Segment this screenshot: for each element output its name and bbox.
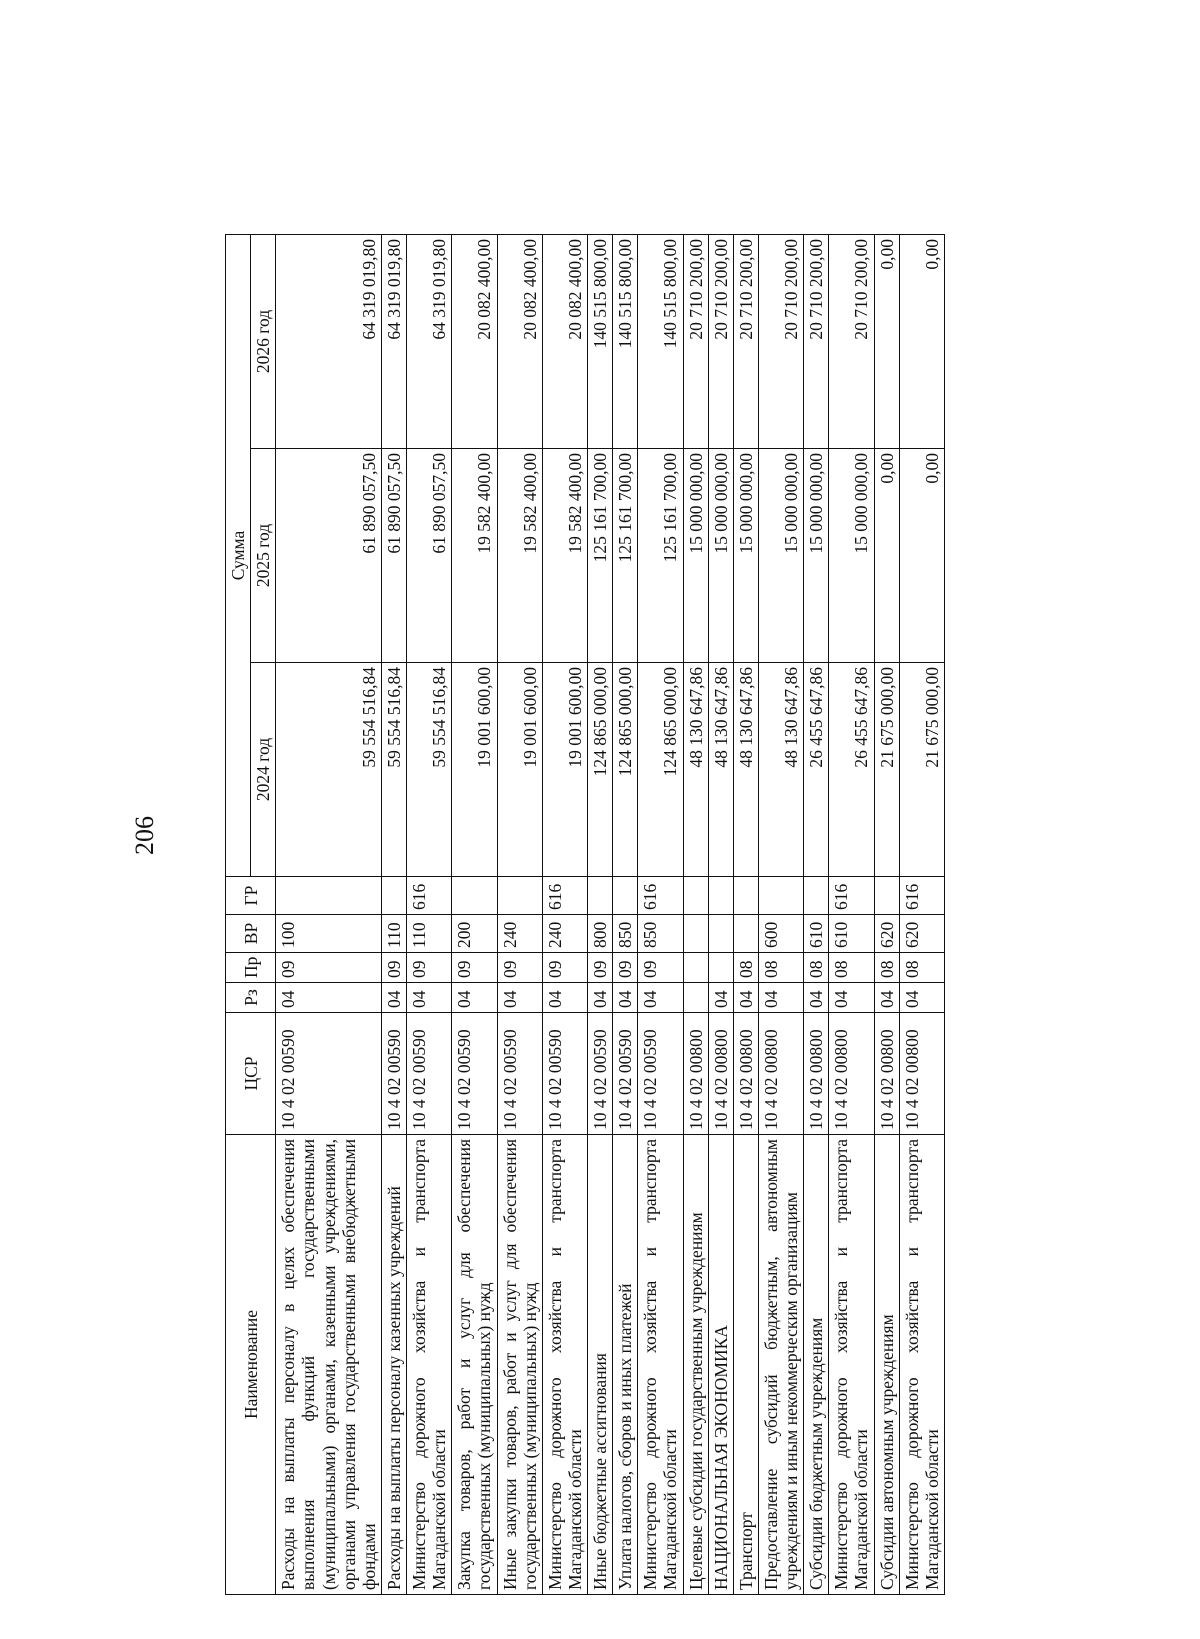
- cell-2025: 61 890 057,50: [276, 449, 382, 663]
- cell-vr: 620: [899, 915, 944, 953]
- cell-pr: 08: [804, 953, 829, 983]
- cell-2026: 20 082 400,00: [542, 234, 587, 448]
- cell-gr: [733, 877, 758, 915]
- cell-pr: 09: [276, 953, 382, 983]
- cell-vr: 240: [497, 915, 542, 953]
- cell-gr: [708, 877, 733, 915]
- cell-2025: 15 000 000,00: [708, 449, 733, 663]
- cell-2024: 124 865 000,00: [588, 663, 613, 877]
- cell-2025: 19 582 400,00: [542, 449, 587, 663]
- cell-pr: 09: [497, 953, 542, 983]
- cell-2024: 124 865 000,00: [638, 663, 683, 877]
- cell-name: Иные бюджетные ассигнования: [588, 1135, 613, 1595]
- cell-name: Уплата налогов, сборов и иных платежей: [613, 1135, 638, 1595]
- cell-gr: [588, 877, 613, 915]
- cell-pr: 08: [758, 953, 803, 983]
- cell-csr: 10 4 02 00590: [381, 1013, 406, 1135]
- cell-vr: 100: [276, 915, 382, 953]
- table-row: [683, 234, 708, 1594]
- cell-vr: 610: [829, 915, 874, 953]
- cell-2026: 140 515 800,00: [588, 234, 613, 448]
- cell-rz: 04: [613, 983, 638, 1013]
- cell-name: Расходы на выплаты персоналу казенных учреждений: [381, 1135, 406, 1595]
- cell-pr: 09: [407, 953, 452, 983]
- cell-gr: 616: [407, 877, 452, 915]
- table-row: [829, 234, 874, 1594]
- cell-2025: 0,00: [899, 449, 944, 663]
- header-2025: 2025 год: [251, 449, 276, 663]
- cell-2025: 125 161 700,00: [638, 449, 683, 663]
- table-row: [899, 234, 944, 1594]
- table-row: [804, 234, 829, 1594]
- table-row: [407, 234, 452, 1594]
- cell-2026: 20 710 200,00: [804, 234, 829, 448]
- cell-csr: 10 4 02 00800: [804, 1013, 829, 1135]
- cell-name: Министерство дорожного хозяйства и транспорта Магаданской области: [899, 1135, 944, 1595]
- header-2024: 2024 год: [251, 663, 276, 877]
- cell-vr: 610: [804, 915, 829, 953]
- cell-2024: 48 130 647,86: [733, 663, 758, 877]
- cell-2024: 48 130 647,86: [758, 663, 803, 877]
- cell-rz: 04: [381, 983, 406, 1013]
- cell-2024: 124 865 000,00: [613, 663, 638, 877]
- table-body: [276, 234, 945, 1594]
- cell-2024: 48 130 647,86: [683, 663, 708, 877]
- cell-name: Субсидии автономным учреждениям: [874, 1135, 899, 1595]
- cell-gr: 616: [542, 877, 587, 915]
- cell-name: Закупка товаров, работ и услуг для обеспечения государственных (муниципальных) нужд: [452, 1135, 497, 1595]
- cell-csr: 10 4 02 00590: [638, 1013, 683, 1135]
- cell-csr: 10 4 02 00800: [829, 1013, 874, 1135]
- cell-2024: 21 675 000,00: [899, 663, 944, 877]
- cell-gr: [758, 877, 803, 915]
- cell-csr: 10 4 02 00800: [758, 1013, 803, 1135]
- cell-rz: 04: [638, 983, 683, 1013]
- header-gr: ГР: [226, 877, 276, 915]
- cell-csr: 10 4 02 00590: [588, 1013, 613, 1135]
- cell-name: Транспорт: [733, 1135, 758, 1595]
- cell-csr: 10 4 02 00800: [683, 1013, 708, 1135]
- cell-gr: [683, 877, 708, 915]
- cell-2024: 59 554 516,84: [276, 663, 382, 877]
- cell-2026: 64 319 019,80: [407, 234, 452, 448]
- table-row: [497, 234, 542, 1594]
- cell-2026: 64 319 019,80: [276, 234, 382, 448]
- cell-rz: 04: [588, 983, 613, 1013]
- cell-2026: 20 082 400,00: [497, 234, 542, 448]
- table-row: [758, 234, 803, 1594]
- cell-pr: 09: [613, 953, 638, 983]
- cell-2026: 20 710 200,00: [829, 234, 874, 448]
- cell-rz: 04: [733, 983, 758, 1013]
- cell-2025: 15 000 000,00: [733, 449, 758, 663]
- cell-2025: 125 161 700,00: [588, 449, 613, 663]
- cell-vr: 800: [588, 915, 613, 953]
- cell-name: Иные закупки товаров, работ и услуг для обеспечения государственных (муниципальных) нужд: [497, 1135, 542, 1595]
- header-name: Наименование: [226, 1135, 276, 1595]
- cell-gr: [874, 877, 899, 915]
- cell-vr: 110: [381, 915, 406, 953]
- cell-2024: 19 001 600,00: [452, 663, 497, 877]
- cell-rz: 04: [874, 983, 899, 1013]
- cell-2025: 125 161 700,00: [613, 449, 638, 663]
- cell-csr: 10 4 02 00590: [407, 1013, 452, 1135]
- cell-csr: 10 4 02 00590: [613, 1013, 638, 1135]
- cell-name: Министерство дорожного хозяйства и транспорта Магаданской области: [542, 1135, 587, 1595]
- cell-2026: 20 710 200,00: [758, 234, 803, 448]
- cell-rz: 04: [407, 983, 452, 1013]
- cell-2025: 0,00: [874, 449, 899, 663]
- cell-gr: 616: [638, 877, 683, 915]
- cell-pr: [708, 953, 733, 983]
- cell-rz: 04: [708, 983, 733, 1013]
- cell-2026: 20 710 200,00: [733, 234, 758, 448]
- table-row: [638, 234, 683, 1594]
- cell-csr: 10 4 02 00590: [542, 1013, 587, 1135]
- cell-name: Министерство дорожного хозяйства и транспорта Магаданской области: [829, 1135, 874, 1595]
- table-row: [381, 234, 406, 1594]
- cell-rz: 04: [452, 983, 497, 1013]
- cell-rz: 04: [542, 983, 587, 1013]
- cell-gr: [381, 877, 406, 915]
- cell-2025: 61 890 057,50: [381, 449, 406, 663]
- cell-vr: 110: [407, 915, 452, 953]
- cell-2024: 48 130 647,86: [708, 663, 733, 877]
- cell-rz: [683, 983, 708, 1013]
- table-row: [276, 234, 382, 1594]
- cell-2024: 19 001 600,00: [497, 663, 542, 877]
- cell-pr: 09: [542, 953, 587, 983]
- cell-2026: 64 319 019,80: [381, 234, 406, 448]
- cell-csr: 10 4 02 00800: [733, 1013, 758, 1135]
- cell-pr: [683, 953, 708, 983]
- header-csr: ЦСР: [226, 1013, 276, 1135]
- cell-vr: 850: [613, 915, 638, 953]
- cell-2026: 140 515 800,00: [613, 234, 638, 448]
- header-sum: Сумма: [226, 234, 251, 876]
- table-row: [613, 234, 638, 1594]
- cell-rz: 04: [829, 983, 874, 1013]
- cell-2026: 20 710 200,00: [683, 234, 708, 448]
- table-row: [874, 234, 899, 1594]
- cell-pr: 08: [829, 953, 874, 983]
- cell-name: Министерство дорожного хозяйства и транспорта Магаданской области: [407, 1135, 452, 1595]
- cell-gr: [276, 877, 382, 915]
- cell-name: Расходы на выплаты персоналу в целях обеспечения выполнения функций государственными (муниципальными) органами, казенными учреждениями, органами управления государственными внебюджетными фондами: [276, 1135, 382, 1595]
- cell-vr: [683, 915, 708, 953]
- cell-rz: 04: [276, 983, 382, 1013]
- cell-gr: [452, 877, 497, 915]
- table-row: [588, 234, 613, 1594]
- cell-2024: 59 554 516,84: [407, 663, 452, 877]
- table-header: [226, 234, 276, 1594]
- cell-csr: 10 4 02 00800: [708, 1013, 733, 1135]
- cell-csr: 10 4 02 00590: [497, 1013, 542, 1135]
- cell-name: Целевые субсидии государственным учреждениям: [683, 1135, 708, 1595]
- cell-2026: 140 515 800,00: [638, 234, 683, 448]
- header-rz: Рз: [226, 983, 276, 1013]
- cell-gr: [613, 877, 638, 915]
- cell-2026: 0,00: [874, 234, 899, 448]
- rotated-table-container: [225, 235, 1010, 1595]
- page-number: 206: [130, 816, 159, 855]
- cell-2025: 15 000 000,00: [683, 449, 708, 663]
- cell-csr: 10 4 02 00590: [452, 1013, 497, 1135]
- cell-rz: 04: [497, 983, 542, 1013]
- cell-2024: 26 455 647,86: [804, 663, 829, 877]
- cell-2025: 19 582 400,00: [497, 449, 542, 663]
- cell-2025: 19 582 400,00: [452, 449, 497, 663]
- cell-vr: 200: [452, 915, 497, 953]
- cell-rz: 04: [804, 983, 829, 1013]
- cell-2024: 59 554 516,84: [381, 663, 406, 877]
- cell-2024: 19 001 600,00: [542, 663, 587, 877]
- cell-2025: 15 000 000,00: [758, 449, 803, 663]
- cell-gr: [497, 877, 542, 915]
- cell-2025: 15 000 000,00: [829, 449, 874, 663]
- cell-gr: 616: [829, 877, 874, 915]
- cell-name: Предоставление субсидий бюджетным, автономным учреждениям и иным некоммерческим организациям: [758, 1135, 803, 1595]
- cell-rz: 04: [758, 983, 803, 1013]
- table-row: [708, 234, 733, 1594]
- cell-csr: 10 4 02 00800: [874, 1013, 899, 1135]
- cell-pr: 08: [733, 953, 758, 983]
- cell-gr: 616: [899, 877, 944, 915]
- cell-2026: 20 082 400,00: [452, 234, 497, 448]
- cell-vr: 600: [758, 915, 803, 953]
- cell-csr: 10 4 02 00800: [899, 1013, 944, 1135]
- cell-rz: 04: [899, 983, 944, 1013]
- cell-vr: [733, 915, 758, 953]
- cell-pr: 09: [638, 953, 683, 983]
- cell-vr: 850: [638, 915, 683, 953]
- cell-name: НАЦИОНАЛЬНАЯ ЭКОНОМИКА: [708, 1135, 733, 1595]
- header-pr: Пр: [226, 953, 276, 983]
- cell-pr: 09: [588, 953, 613, 983]
- budget-table: [225, 234, 945, 1595]
- cell-pr: 08: [874, 953, 899, 983]
- table-row: [542, 234, 587, 1594]
- header-vr: ВР: [226, 915, 276, 953]
- cell-name: Субсидии бюджетным учреждениям: [804, 1135, 829, 1595]
- cell-2025: 15 000 000,00: [804, 449, 829, 663]
- cell-gr: [804, 877, 829, 915]
- cell-2025: 61 890 057,50: [407, 449, 452, 663]
- cell-pr: 08: [899, 953, 944, 983]
- cell-csr: 10 4 02 00590: [276, 1013, 382, 1135]
- table-row: [733, 234, 758, 1594]
- header-2026: 2026 год: [251, 234, 276, 448]
- cell-pr: 09: [452, 953, 497, 983]
- cell-vr: 240: [542, 915, 587, 953]
- cell-2026: 20 710 200,00: [708, 234, 733, 448]
- cell-pr: 09: [381, 953, 406, 983]
- cell-name: Министерство дорожного хозяйства и транспорта Магаданской области: [638, 1135, 683, 1595]
- cell-2024: 21 675 000,00: [874, 663, 899, 877]
- cell-2026: 0,00: [899, 234, 944, 448]
- table-row: [452, 234, 497, 1594]
- cell-vr: [708, 915, 733, 953]
- cell-2024: 26 455 647,86: [829, 663, 874, 877]
- cell-vr: 620: [874, 915, 899, 953]
